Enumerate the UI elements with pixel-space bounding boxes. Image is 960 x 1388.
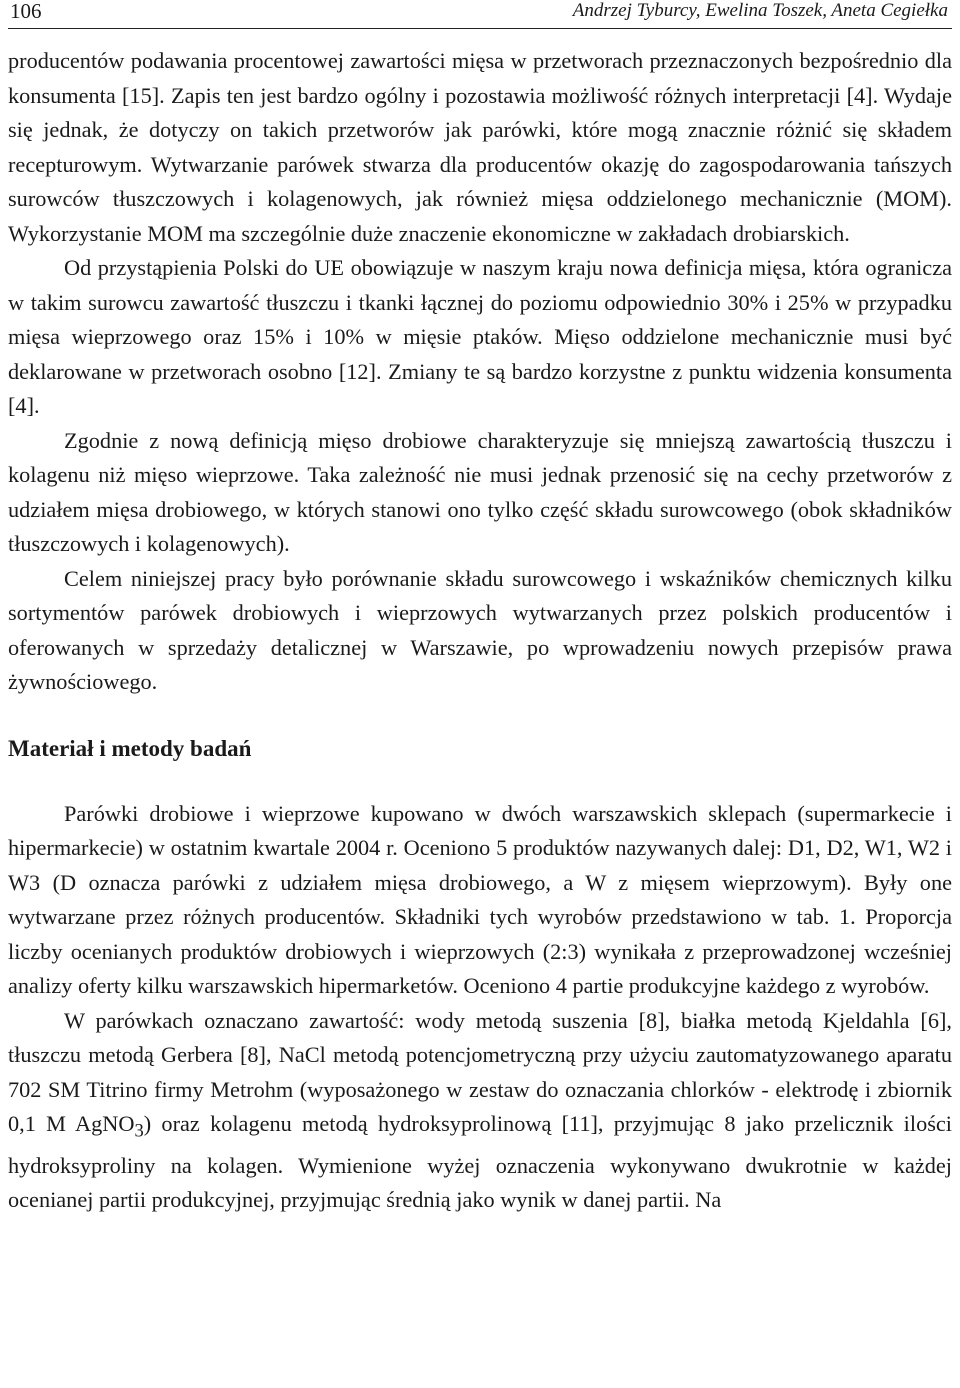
section-heading: Materiał i metody badań — [8, 735, 252, 761]
paragraph-poultry-comparison: Zgodnie z nową definicją mięso drobiowe charakteryzuje się mniejszą zawartością tłuszczu i kolagenu niż mięso wieprzowe. Taka zależność nie musi jednak przenosić się na cechy przetworów z udziałem mięsa drobiowego, w których stanowi ono tylko część składu surowcowego (obok składników tłuszczowych i kolagenowych). — [8, 427, 952, 556]
formula-subscript: 3 — [134, 1120, 144, 1142]
paragraph-materials: Parówki drobiowe i wieprzowe kupowano w dwóch warszawskich sklepach (supermarkecie i hipermarkecie) w ostatnim kwartale 2004 r. Oceniono 5 produktów nazywanych dalej: D1, D2, W1, W2 i W3 (D oznacza parówki z udziałem mięsa drobiowego, a W z mięsem wieprzowym). Były one wytwarzane przez różnych producentów. Składniki tych wyrobów przedstawiono w tab. 1. Proporcja liczby ocenianych produktów drobiowych i wieprzowych (2:3) wynikała z przeprowadzonej wcześniej analizy oferty kilku warszawskich hipermarketów. Oceniono 4 partie produkcyjne każdego z wyrobów. — [8, 800, 952, 998]
paragraph-aim: Celem niniejszej pracy było porównanie składu surowcowego i wskaźników chemicznych kilku sortymentów parówek drobiowych i wieprzowych wytwarzanych przez polskich producentów i oferowanych w sprzedaży detalicznej w Warszawie, po wprowadzeniu nowych przepisów prawa żywnościowego. — [8, 565, 952, 694]
methods-text-part1: W parówkach oznaczano zawartość: wody metodą suszenia [8], białka metodą Kjeldahla [6], tłuszczu metodą Gerbera [8], NaCl metodą potencjometryczną przy użyciu zautomatyzowanego aparatu 702 SM Titrino firmy Metrohm (wyposażonego w zestaw do oznaczania chlorków - elektrodę i zbiornik 0,1 M AgNO — [8, 1007, 952, 1136]
page-number: 106 — [10, 0, 42, 23]
body-text — [8, 44, 952, 1218]
paragraph-continuation: producentów podawania procentowej zawartości mięsa w przetworach przeznaczonych bezpośrednio dla konsumenta [15]. Zapis ten jest bardzo ogólny i pozostawia możliwość różnych interpretacji [4]. Wydaje się jednak, że dotyczy on takich przetworów jak parówki, które mogą znacznie różnić się składem recepturowym. Wytwarzanie parówek stwarza dla producentów okazję do zagospodarowania tańszych surowców tłuszczowych i kolagenowych, jak również mięsa oddzielonego mechanicznie (MOM). Wykorzystanie MOM ma szczególnie duże znaczenie ekonomiczne w zakładach drobiarskich. — [8, 48, 952, 246]
paragraph-meat-definition: Od przystąpienia Polski do UE obowiązuje w naszym kraju nowa definicja mięsa, która ogranicza w takim surowcu zawartość tłuszczu i tkanki łącznej do poziomu odpowiednio 30% i 25% w przypadku mięsa wieprzowego oraz 15% i 10% w mięsie ptaków. Mięso oddzielone mechanicznie musi być deklarowane w przetworach osobno [12]. Zmiany te są bardzo korzystne z punktu widzenia konsumenta [4]. — [8, 255, 952, 418]
paragraph-methods — [8, 1004, 952, 1218]
running-header — [8, 0, 952, 22]
header-divider — [8, 28, 952, 29]
methods-text-part2: ) oraz kolagenu metodą hydroksyprolinową [11], przyjmując 8 jako przelicznik ilości hydroksyproliny na kolagen. Wymienione wyżej oznaczenia wykonywano dwukrotnie w każdej ocenianej partii produkcyjnej, przyjmując średnią jako wynik w danej partii. Na — [8, 1111, 952, 1213]
running-authors: Andrzej Tyburcy, Ewelina Toszek, Aneta Cegiełka — [572, 0, 948, 21]
